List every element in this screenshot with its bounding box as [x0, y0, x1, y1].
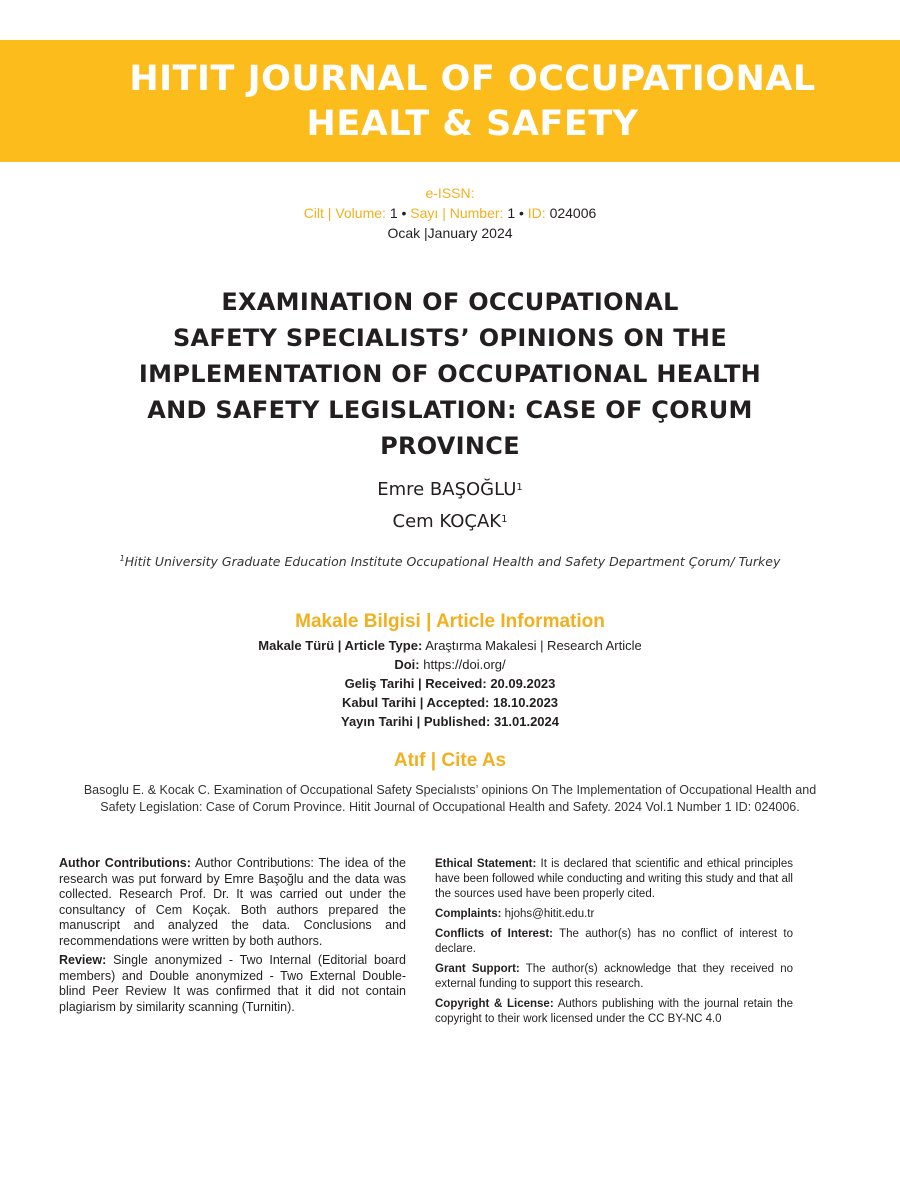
author-sup: 1 — [501, 514, 508, 525]
ethical-statement-note — [435, 857, 793, 902]
title-line: SAFETY SPECIALISTS’ OPINIONS ON THE — [172, 324, 728, 352]
note-text: The author(s) acknowledge that they received no external funding to support this research. — [435, 963, 793, 990]
volume-value: 1 — [389, 205, 398, 221]
grant-support-note — [435, 962, 793, 992]
author-contributions-note — [59, 856, 406, 949]
doi-label: Doi: — [394, 657, 420, 672]
received-label: Geliş Tarihi | Received: — [344, 676, 487, 691]
note-text: Authors publishing with the journal retain the copyright to their work licensed under the CC BY-NC 4.0 — [435, 998, 793, 1025]
right-notes-column — [435, 857, 793, 1032]
bullet: • — [519, 205, 524, 221]
cite-heading: Atıf | Cite As — [393, 750, 507, 771]
author-name: Cem KOÇAK — [392, 511, 502, 532]
author — [0, 506, 900, 538]
bullet: • — [401, 205, 407, 221]
accepted-row — [0, 693, 900, 712]
note-label: Author Contributions: — [59, 856, 191, 870]
author — [0, 474, 900, 506]
eissn: e-ISSN: — [425, 185, 475, 201]
note-text: It is declared that scientific and ethical principles have been followed while conducting and writing this study and that all the sources used have been properly cited. — [435, 858, 794, 900]
article-type-value: Araştırma Makalesi | Research Article — [425, 638, 642, 653]
number-label: Sayı | Number: — [410, 205, 504, 221]
published-label: Yayın Tarihi | Published: — [340, 714, 491, 729]
note-label: Complaints: — [435, 908, 502, 920]
note-label: Review: — [59, 953, 107, 967]
note-text: Author Contributions: The idea of the research was put forward by Emre Başoğlu and the data was collected. Research Prof. Dr. It was carried out under the consultancy of Cem Koçak. Both authors prepared the manuscript and analyzed the data. Conclusions and recommendations were written by both authors. — [59, 856, 406, 948]
affiliation-text: Hitit University Graduate Education Institute Occupational Health and Safety Department Çorum/ Turkey — [124, 554, 781, 570]
review-note — [59, 953, 406, 1015]
doi-row — [0, 655, 900, 674]
author-name: Emre BAŞOĞLU — [377, 479, 517, 500]
author-sup: 1 — [516, 482, 523, 493]
title-line: IMPLEMENTATION OF OCCUPATIONAL HEALTH — [138, 360, 762, 388]
id-label: ID: — [527, 205, 546, 221]
article-info — [0, 636, 900, 731]
note-label: Conflicts of Interest: — [435, 928, 554, 940]
id-value: 024006 — [549, 205, 597, 221]
received-row — [0, 674, 900, 693]
left-notes-column — [59, 856, 406, 1019]
affiliation-sup: 1 — [119, 554, 125, 563]
accepted-value: 18.10.2023 — [492, 695, 559, 710]
journal-banner — [0, 40, 900, 162]
title-line: EXAMINATION OF OCCUPATIONAL — [221, 288, 679, 316]
conflicts-note — [435, 927, 793, 957]
title-line: AND SAFETY LEGISLATION: CASE OF ÇORUM — [147, 396, 753, 424]
article-title — [70, 284, 830, 464]
copyright-note — [435, 997, 793, 1027]
published-row — [0, 712, 900, 731]
journal-title-line1: HITIT JOURNAL OF OCCUPATIONAL — [129, 59, 816, 99]
doi-link[interactable]: https://doi.org/ — [423, 657, 506, 672]
complaints-note — [435, 907, 793, 922]
article-info-heading: Makale Bilgisi | Article Information — [295, 611, 605, 632]
accepted-label: Kabul Tarihi | Accepted: — [341, 695, 490, 710]
issue-info — [0, 183, 900, 243]
published-value: 31.01.2024 — [493, 714, 560, 729]
volume-label: Cilt | Volume: — [303, 205, 386, 221]
note-text: The author(s) has no conflict of interest to declare. — [435, 928, 793, 955]
note-text: Single anonymized - Two Internal (Editorial board members) and Double anonymized - Two External Double-blind Peer Review It was confirmed that it did not contain plagiarism by similarity scanning (Turnitin). — [59, 953, 406, 1014]
affiliation — [0, 554, 900, 569]
issue-date: Ocak |January 2024 — [387, 225, 513, 241]
journal-title-line2: HEALT & SAFETY — [306, 104, 639, 144]
complaints-email-link[interactable]: hjohs@hitit.edu.tr — [501, 908, 595, 920]
received-value: 20.09.2023 — [490, 676, 556, 691]
article-type-row — [0, 636, 900, 655]
volume-line — [0, 203, 900, 223]
note-label: Grant Support: — [435, 963, 520, 975]
note-label: Ethical Statement: — [435, 858, 537, 870]
article-type-label: Makale Türü | Article Type: — [258, 638, 423, 653]
number-value: 1 — [507, 205, 516, 221]
author-list — [0, 474, 900, 538]
title-line: PROVINCE — [380, 432, 520, 460]
note-label: Copyright & License: — [435, 998, 554, 1010]
citation-text: Basoglu E. & Kocak C. Examination of Occupational Safety Specialısts’ opinions On The Implementation of Occupational Health and Safety Legislation: Case of Corum Province. Hitit Journal of Occupational Health and Safety. 2024 Vol.1 Number 1 ID: 024006. — [83, 783, 817, 814]
